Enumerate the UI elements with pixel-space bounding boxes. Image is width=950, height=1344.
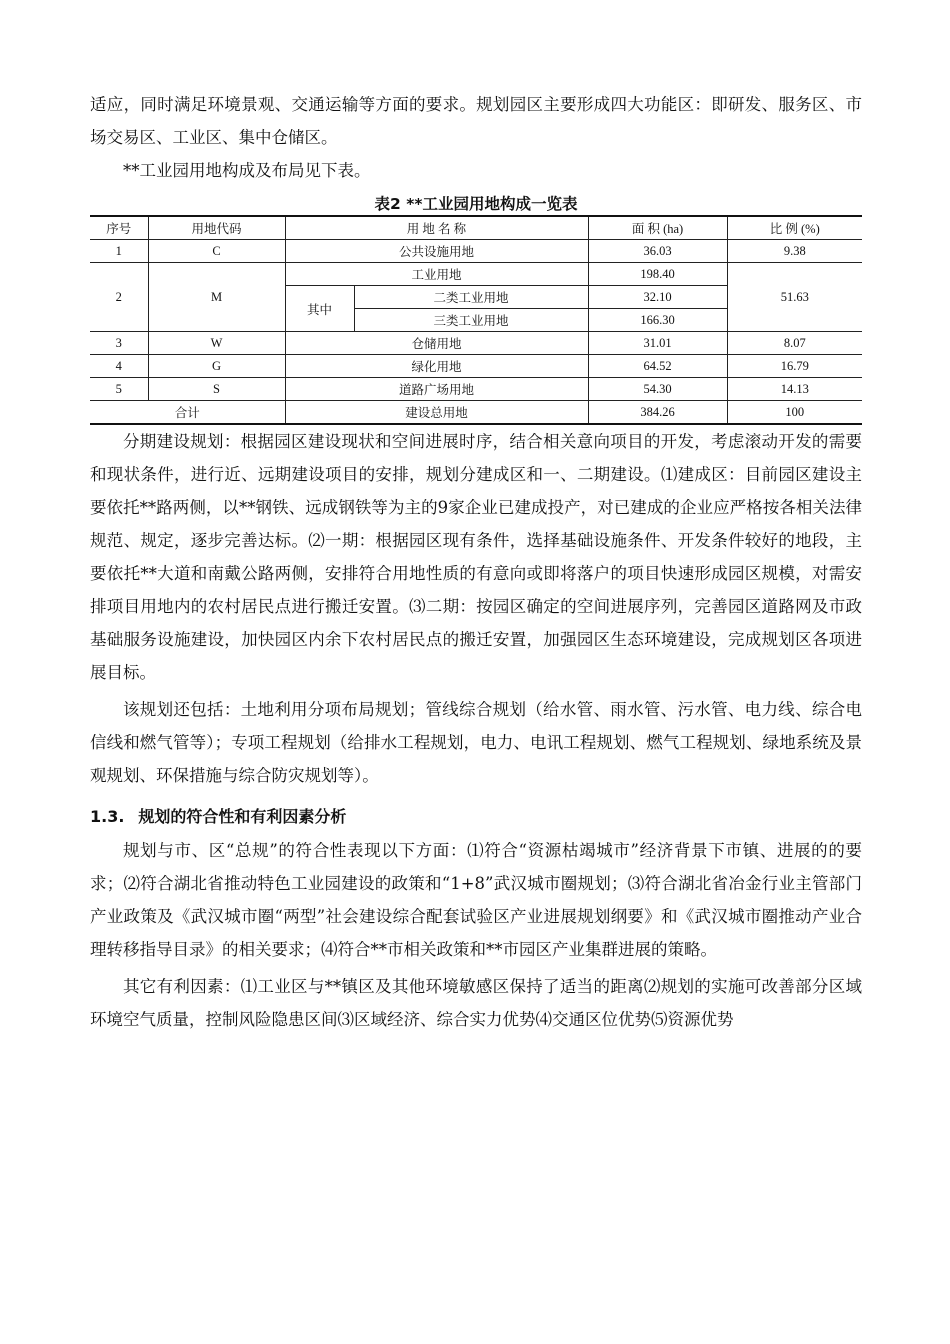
document-page — [90, 88, 862, 1036]
header-seq: 序号 — [90, 216, 148, 240]
cell-seq: 5 — [90, 378, 148, 401]
cell-code: S — [148, 378, 285, 401]
table-row — [90, 240, 862, 263]
cell-area: 36.03 — [588, 240, 727, 263]
cell-name: 工业用地 — [285, 263, 588, 286]
cell-ratio: 14.13 — [727, 378, 862, 401]
cell-name: 仓储用地 — [285, 332, 588, 355]
section-number: 1.3. — [90, 807, 125, 826]
cell-code: C — [148, 240, 285, 263]
cell-ratio: 16.79 — [727, 355, 862, 378]
cell-seq: 4 — [90, 355, 148, 378]
table-intro-paragraph: **工业园用地构成及布局见下表。 — [123, 161, 371, 180]
table-total-row — [90, 401, 862, 425]
header-area: 面 积 (ha) — [588, 216, 727, 240]
cell-ratio: 9.38 — [727, 240, 862, 263]
header-ratio: 比 例 (%) — [727, 216, 862, 240]
cell-ratio: 8.07 — [727, 332, 862, 355]
cell-total-ratio: 100 — [727, 401, 862, 425]
cell-name: 公共设施用地 — [285, 240, 588, 263]
cell-sub-label: 其中 — [285, 286, 354, 332]
cell-area: 198.40 — [588, 263, 727, 286]
cell-total-area: 384.26 — [588, 401, 727, 425]
cell-name: 绿化用地 — [285, 355, 588, 378]
section-heading — [90, 800, 862, 834]
cell-sub-name: 二类工业用地 — [354, 286, 588, 309]
table-header-row — [90, 216, 862, 240]
cell-seq: 1 — [90, 240, 148, 263]
cell-sub-area: 166.30 — [588, 309, 727, 332]
cell-seq: 3 — [90, 332, 148, 355]
cell-code: M — [148, 263, 285, 332]
header-code: 用地代码 — [148, 216, 285, 240]
cell-sub-area: 32.10 — [588, 286, 727, 309]
conformity-paragraph: 规划与市、区“总规”的符合性表现以下方面：⑴符合“资源枯竭城市”经济背景下市镇、进展的的要求；⑵符合湖北省推动特色工业园建设的政策和“1+8”武汉城市圈规划；⑶符合湖北省冶金行业主管部门产业政策及《武汉城市圈“两型”社会建设综合配套试验区产业进展规划纲要》和《武汉城市圈推动产业合理转移指导目录》的相关要求；⑷符合**市相关政策和**市园区产业集群进展的策略。 — [90, 841, 862, 959]
cell-seq: 2 — [90, 263, 148, 332]
cell-area: 31.01 — [588, 332, 727, 355]
factors-paragraph: 其它有利因素：⑴工业区与**镇区及其他环境敏感区保持了适当的距离⑵规划的实施可改善部分区域环境空气质量，控制风险隐患区间⑶区域经济、综合实力优势⑷交通区位优势⑸资源优势 — [90, 977, 862, 1029]
plan-paragraph: 该规划还包括：土地利用分项布局规划；管线综合规划（给水管、雨水管、污水管、电力线、综合电信线和燃气管等）；专项工程规划（给排水工程规划，电力、电讯工程规划、燃气工程规划、绿地系统及景观规划、环保措施与综合防灾规划等）。 — [90, 700, 862, 785]
table-row — [90, 378, 862, 401]
table-caption: 表2 **工业园用地构成一览表 — [374, 195, 578, 213]
cell-area: 54.30 — [588, 378, 727, 401]
table-row — [90, 332, 862, 355]
header-name: 用 地 名 称 — [285, 216, 588, 240]
cell-total-name: 建设总用地 — [285, 401, 588, 425]
section-title: 规划的符合性和有利因素分析 — [138, 807, 347, 826]
intro-paragraph: 适应，同时满足环境景观、交通运输等方面的要求。规划园区主要形成四大功能区：即研发、服务区、市场交易区、工业区、集中仓储区。 — [90, 95, 862, 147]
cell-sub-name: 三类工业用地 — [354, 309, 588, 332]
cell-name: 道路广场用地 — [285, 378, 588, 401]
phase-paragraph: 分期建设规划：根据园区建设现状和空间进展时序，结合相关意向项目的开发，考虑滚动开发的需要和现状条件，进行近、远期建设项目的安排，规划分建成区和一、二期建设。⑴建成区：目前园区建设主要依托**路两侧，以**钢铁、远成钢铁等为主的9家企业已建成投产，对已建成的企业应严格按各相关法律规范、规定，逐步完善达标。⑵一期：根据园区现有条件，选择基础设施条件、开发条件较好的地段，主要依托**大道和南戴公路两侧，安排符合用地性质的有意向或即将落户的项目快速形成园区规模，对需安排项目用地内的农村居民点进行搬迁安置。⑶二期：按园区确定的空间进展序列，完善园区道路网及市政基础服务设施建设，加快园区内余下农村居民点的搬迁安置，加强园区生态环境建设，完成规划区各项进展目标。 — [90, 432, 862, 682]
table-row — [90, 355, 862, 378]
cell-code: W — [148, 332, 285, 355]
cell-area: 64.52 — [588, 355, 727, 378]
land-use-table — [90, 215, 862, 425]
cell-code: G — [148, 355, 285, 378]
cell-ratio: 51.63 — [727, 263, 862, 332]
cell-total-label: 合计 — [90, 401, 285, 425]
table-row — [90, 263, 862, 286]
